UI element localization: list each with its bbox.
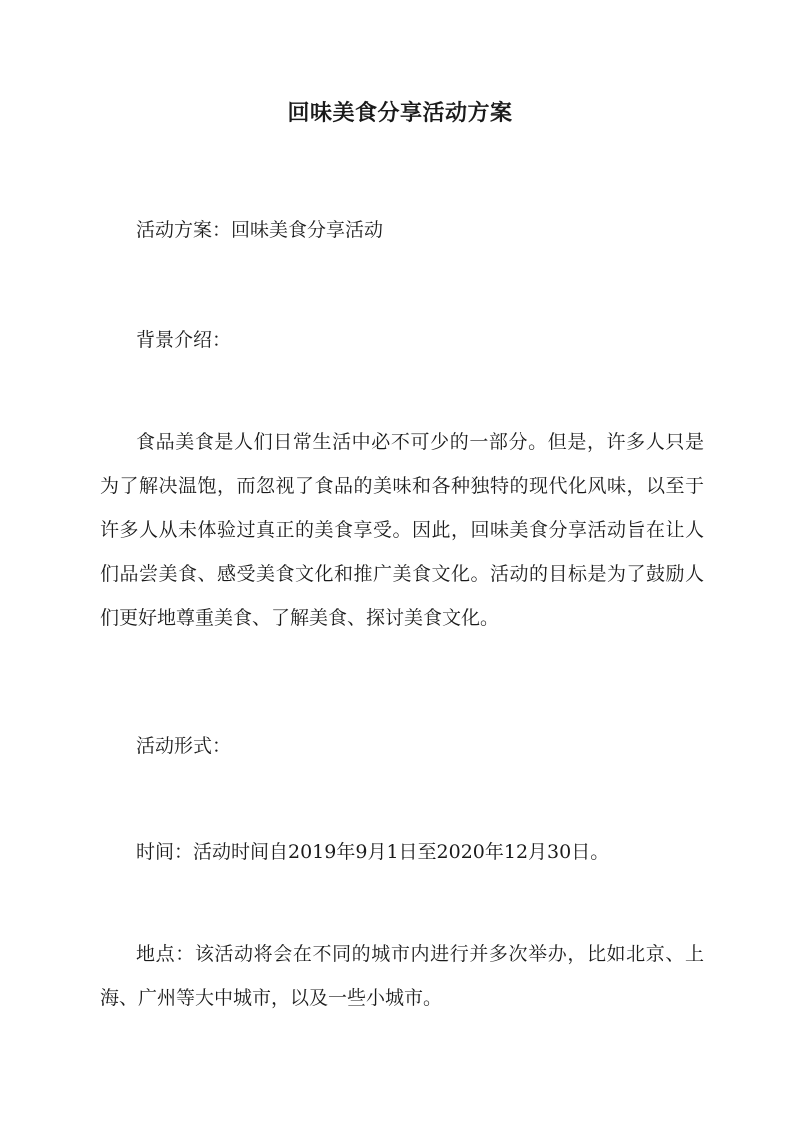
activity-format-heading: 活动形式： [136,735,232,757]
background-heading: 背景介绍： [136,329,232,351]
document-title: 回味美食分享活动方案 [287,100,513,126]
time-paragraph: 时间：活动时间自2019年9月1日至2020年12月30日。 [136,841,610,863]
background-paragraph: 食品美食是人们日常生活中必不可少的一部分。但是，许多人只是为了解决温饱，而忽视了食品的美味和各种独特的现代化风味，以至于许多人从未体验过真正的美食享受。因此，回味美食分享活动旨在让人们品尝美食、感受美食文化和推广美食文化。活动的目标是为了鼓励人们更好地尊重美食、了解美食、探讨美食文化。 [100,431,704,629]
location-paragraph: 地点：该活动将会在不同的城市内进行并多次举办，比如北京、上海、广州等大中城市，以及一些小城市。 [100,943,704,1009]
plan-name-paragraph: 活动方案：回味美食分享活动 [136,219,384,241]
